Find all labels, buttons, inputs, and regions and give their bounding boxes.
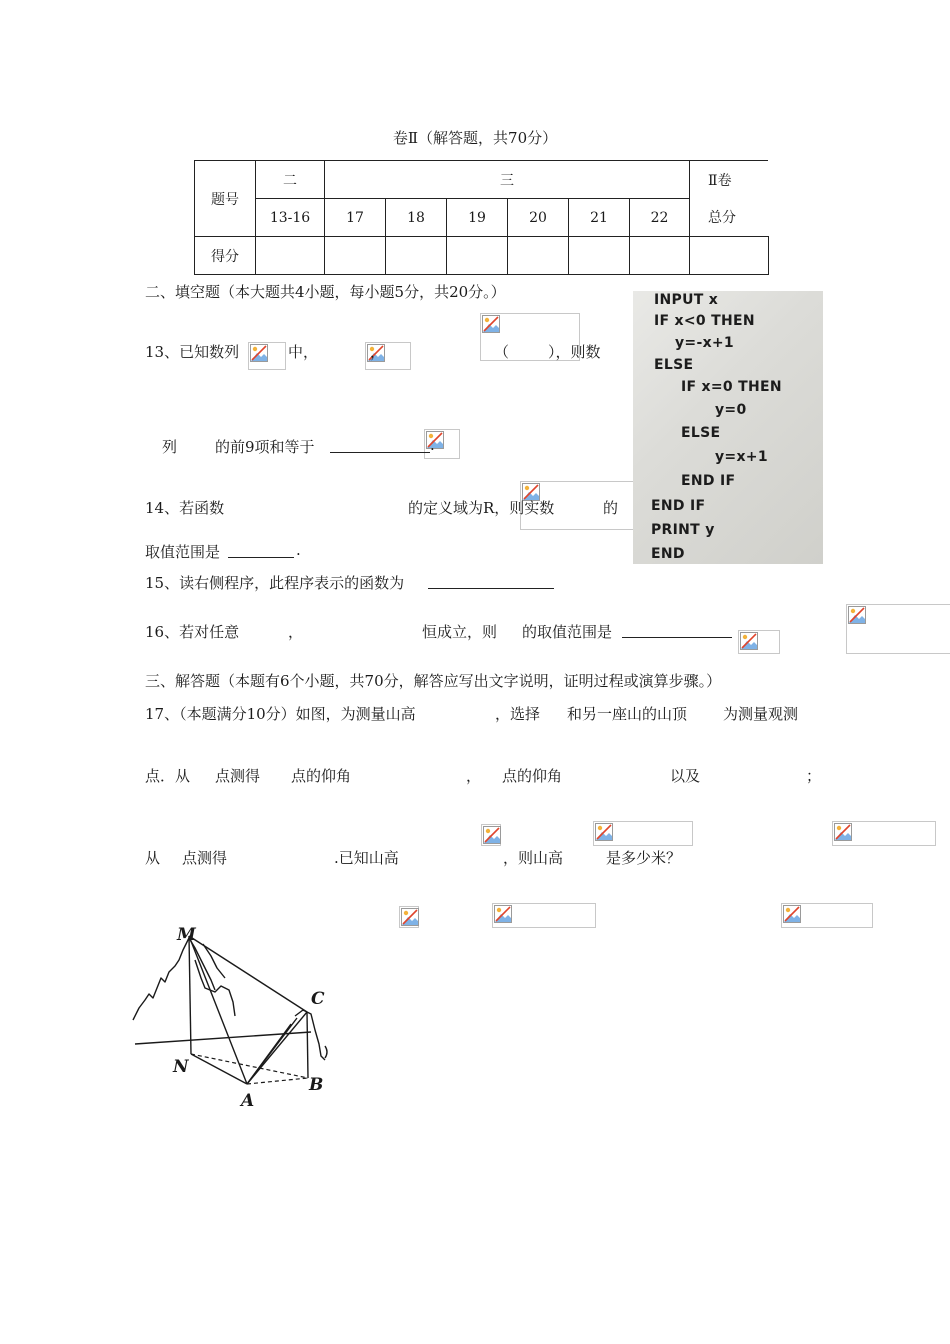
program-line: INPUT x	[654, 292, 719, 308]
q17-text: 点的仰角	[291, 767, 352, 785]
q17-text: ，则山高	[503, 849, 564, 867]
section-3-heading: 三、解答题（本题有6个小题，共70分，解答应写出文字说明，证明过程或演算步骤。）	[145, 672, 722, 690]
point-label-b: B	[309, 1075, 324, 1095]
broken-image-icon	[483, 826, 501, 844]
program-line: IF x<0 THEN	[654, 313, 755, 329]
q16-text-end: 的取值范围是	[522, 623, 613, 641]
score-cell[interactable]	[630, 237, 690, 275]
score-cell[interactable]	[447, 237, 508, 275]
column-header: 13-16	[256, 199, 325, 237]
q16-text-start: 16、若对任意	[145, 623, 240, 641]
point-label-m: M	[177, 925, 196, 945]
formula-image-placeholder	[593, 821, 693, 846]
total-header-bottom: 总分	[690, 199, 769, 237]
answer-blank[interactable]	[428, 574, 554, 589]
q13-paren-close: ），则数	[548, 343, 601, 361]
formula-image-placeholder	[738, 630, 780, 654]
formula-image-placeholder	[248, 342, 286, 370]
column-header: 19	[447, 199, 508, 237]
score-cell[interactable]	[256, 237, 325, 275]
column-header: 17	[325, 199, 386, 237]
mountain-ridge	[203, 944, 225, 978]
q17-text: 是多少米？	[606, 849, 682, 867]
segment-ma	[189, 936, 247, 1084]
q14-text-start: 14、若函数	[145, 499, 225, 517]
point-label-n: N	[173, 1057, 189, 1077]
mountain-outline	[325, 1046, 327, 1058]
segment-cb	[307, 1012, 308, 1078]
mountain-measurement-figure	[125, 920, 345, 1115]
q14-period: .	[296, 541, 301, 559]
segment-ab-dashed	[247, 1078, 308, 1084]
score-cell[interactable]	[325, 237, 386, 275]
score-cell[interactable]	[690, 237, 769, 275]
q14-line2: 取值范围是	[145, 543, 221, 561]
q17-text: .已知山高	[334, 849, 399, 867]
program-listing-image	[633, 291, 823, 564]
column-header: 20	[508, 199, 569, 237]
answer-blank[interactable]	[330, 438, 430, 453]
score-cell[interactable]	[569, 237, 630, 275]
q14-text-end: 的	[603, 499, 619, 517]
program-line: y=0	[715, 402, 747, 418]
broken-image-icon	[848, 606, 866, 624]
broken-image-icon	[783, 905, 801, 923]
program-line: y=-x+1	[675, 335, 734, 351]
broken-image-icon	[595, 823, 613, 841]
segment-na	[191, 1054, 247, 1084]
formula-image-placeholder	[399, 906, 419, 928]
broken-image-icon	[401, 908, 419, 926]
program-line: IF x=0 THEN	[681, 379, 782, 395]
segment-nb-dashed	[191, 1054, 308, 1078]
score-cell[interactable]	[508, 237, 569, 275]
total-header-top: Ⅱ卷	[690, 161, 769, 199]
mountain-outline	[133, 938, 189, 1020]
program-line: ELSE	[681, 425, 721, 441]
q13-text: 中，	[288, 343, 319, 361]
column-header: 21	[569, 199, 630, 237]
answer-blank[interactable]	[228, 543, 294, 558]
point-label-c: C	[311, 989, 325, 1009]
broken-image-icon	[482, 315, 500, 333]
q16-text: 恒成立，则	[422, 623, 498, 641]
answer-blank[interactable]	[622, 623, 732, 638]
broken-image-icon	[250, 344, 268, 362]
program-line: END	[651, 546, 685, 562]
program-line: y=x+1	[715, 449, 768, 465]
q13-comma: ，	[370, 343, 386, 361]
mountain-outline	[295, 1010, 325, 1060]
q17-text: 点测得	[182, 849, 228, 867]
q13-line2-start: 列	[162, 438, 178, 456]
broken-image-icon	[834, 823, 852, 841]
q17-text: 点．从	[145, 767, 191, 785]
score-table	[194, 160, 769, 275]
formula-image-placeholder	[481, 824, 501, 846]
q17-text: 从	[145, 849, 161, 867]
program-line: PRINT y	[651, 522, 715, 538]
question-number-header: 题号	[195, 161, 256, 237]
page-title: 卷Ⅱ（解答题，共70分）	[392, 129, 558, 147]
q17-text: 点测得	[215, 767, 261, 785]
group-three-header: 三	[325, 161, 690, 199]
formula-image-placeholder	[492, 903, 596, 928]
group-two-header: 二	[256, 161, 325, 199]
column-header: 18	[386, 199, 447, 237]
column-header: 22	[630, 199, 690, 237]
program-line: ELSE	[654, 357, 694, 373]
formula-image-placeholder	[781, 903, 873, 928]
q17-text: ，	[466, 767, 482, 785]
broken-image-icon	[494, 905, 512, 923]
program-line: END IF	[651, 498, 706, 514]
score-cell[interactable]	[386, 237, 447, 275]
q17-text: 点的仰角	[502, 767, 563, 785]
q14-text: 的定义域为R，则实数	[408, 499, 555, 517]
q13-line2-end: 的前9项和等于	[215, 438, 315, 456]
q17-text: 以及	[670, 767, 701, 785]
q15-text: 15、读右侧程序，此程序表示的函数为	[145, 574, 405, 592]
section-2-heading: 二、填空题（本大题共4小题，每小题5分，共20分。）	[145, 283, 506, 301]
segment-mc	[189, 936, 307, 1012]
q17-text: 和另一座山的山顶	[567, 705, 688, 723]
point-label-a: A	[241, 1091, 255, 1111]
q17-text: 为测量观测	[723, 705, 799, 723]
score-label: 得分	[195, 237, 256, 275]
q13-paren-open: （	[494, 343, 510, 361]
broken-image-icon	[740, 632, 758, 650]
formula-image-placeholder	[846, 604, 950, 654]
formula-image-placeholder	[832, 821, 936, 846]
q17-text: 17、（本题满分10分）如图，为测量山高	[145, 705, 416, 723]
q13-text-start: 13、已知数列	[145, 343, 240, 361]
program-line: END IF	[681, 473, 736, 489]
q16-comma: ，	[288, 623, 304, 641]
q13-period: .	[430, 436, 435, 454]
q17-text: ；	[806, 767, 822, 785]
q17-text: ，选择	[495, 705, 541, 723]
segment-ac-hatch	[247, 1024, 291, 1084]
segment-mn	[189, 936, 191, 1054]
